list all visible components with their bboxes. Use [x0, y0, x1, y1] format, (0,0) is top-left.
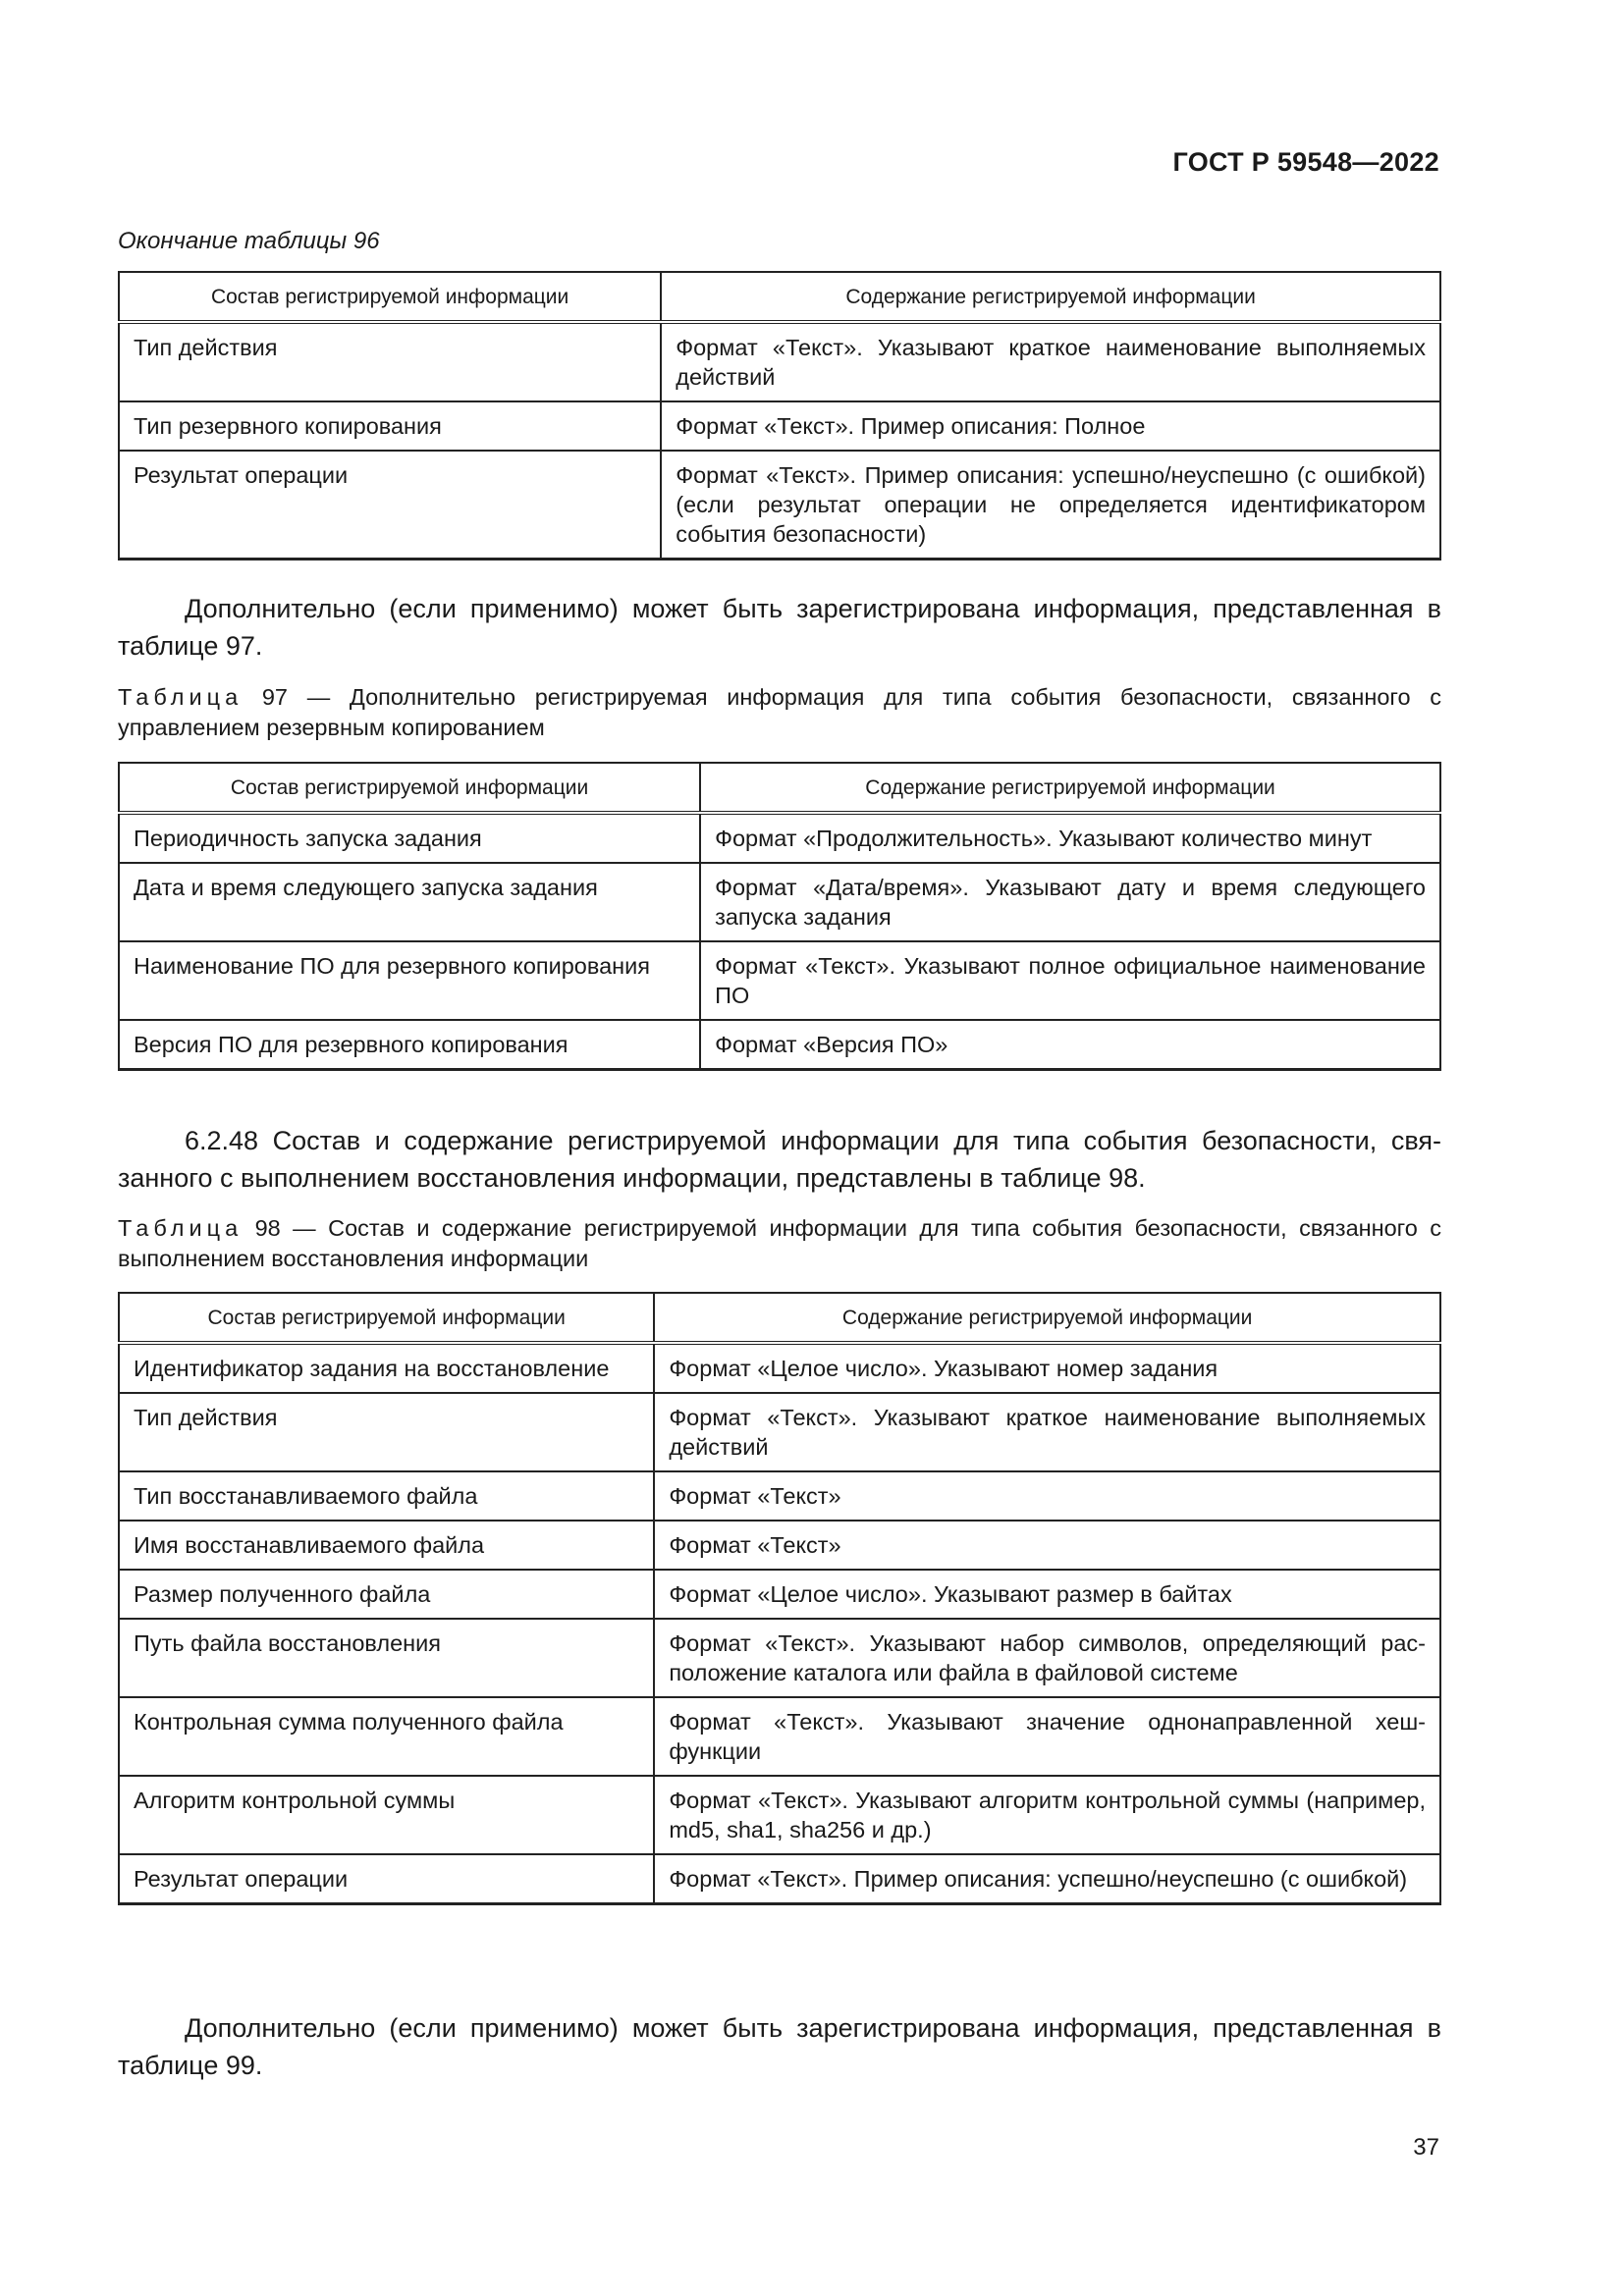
table-cell: Тип резервного копирования	[119, 401, 661, 451]
table-cell: Формат «Текст». Пример описания: успешно/неуспешно (с ошибкой) (если результат операции не определяется идентификатором события безопасности)	[661, 451, 1440, 560]
table-98-caption	[118, 1213, 1441, 1274]
table-cell: Формат «Продолжительность». Указывают количество минут	[700, 813, 1440, 863]
table-row	[119, 1776, 1440, 1854]
paragraph-additional-99: Дополнительно (если применимо) может быть зарегистрирована информация, представленная в таблице 99.	[118, 2013, 1441, 2080]
table-cell: Тип действия	[119, 1393, 654, 1471]
paragraph-additional-97: Дополнительно (если применимо) может быть зарегистрирована информация, представленная в таблице 97.	[118, 594, 1441, 661]
table-row	[119, 941, 1440, 1020]
table-cell: Результат операции	[119, 1854, 654, 1904]
table-cell: Алгоритм контрольной суммы	[119, 1776, 654, 1854]
table-row	[119, 863, 1440, 941]
column-header-content: Содержание регистрируемой информации	[700, 763, 1440, 813]
table-cell: Формат «Текст». Указывают набор символов, определяющий расположение каталога или файла в файловой системе	[654, 1619, 1440, 1697]
table-row	[119, 1854, 1440, 1904]
table-cell: Результат операции	[119, 451, 661, 560]
table-row	[119, 1393, 1440, 1471]
table-cell: Формат «Текст». Пример описания: успешно/неуспешно (с ошибкой)	[654, 1854, 1440, 1904]
table-cell: Идентификатор задания на восстановление	[119, 1343, 654, 1393]
table-96	[118, 271, 1441, 561]
table-row	[119, 1471, 1440, 1521]
table-98	[118, 1292, 1441, 1905]
table-row	[119, 1020, 1440, 1070]
table-cell: Версия ПО для резервного копирования	[119, 1020, 700, 1070]
table-label: Таблица	[118, 1215, 244, 1241]
table-row	[119, 1343, 1440, 1393]
table-cell: Дата и время следующего запуска задания	[119, 863, 700, 941]
table-cell: Формат «Текст». Указывают алгоритм контрольной суммы (например, md5, sha1, sha256 и др.)	[654, 1776, 1440, 1854]
table-97-caption	[118, 682, 1441, 743]
table-96-caption: Окончание таблицы 96	[118, 228, 380, 254]
table-row	[119, 1570, 1440, 1619]
table-header-row	[119, 272, 1440, 322]
table-97	[118, 762, 1441, 1071]
page-number: 37	[1413, 2134, 1439, 2161]
table-row	[119, 1521, 1440, 1570]
column-header-content: Содержание регистрируемой информации	[661, 272, 1440, 322]
table-row	[119, 322, 1440, 401]
table-cell: Контрольная сумма полученного файла	[119, 1697, 654, 1776]
table-row	[119, 813, 1440, 863]
table-header-row	[119, 1293, 1440, 1343]
table-title: 98 — Состав и содержание регистрируемой информации для типа события безопасности, связанного с выполнением восстановления информации	[118, 1215, 1441, 1271]
table-title: 97 — Дополнительно регистрируемая информация для типа события безопасности, связанного с управлением резервным копированием	[118, 684, 1441, 740]
document-code: ГОСТ Р 59548—2022	[1172, 147, 1439, 177]
table-row	[119, 1697, 1440, 1776]
table-cell: Имя восстанавливаемого файла	[119, 1521, 654, 1570]
table-cell: Тип восстанавливаемого файла	[119, 1471, 654, 1521]
table-cell: Формат «Текст»	[654, 1521, 1440, 1570]
table-row	[119, 451, 1440, 560]
table-cell: Периодичность запуска задания	[119, 813, 700, 863]
paragraph-6-2-48: 6.2.48 Состав и содержание регистрируемой информации для типа события безопасности, связанного с выполнением восстановления информации, представлены в таблице 98.	[118, 1126, 1441, 1193]
table-label: Таблица	[118, 684, 244, 710]
table-cell: Наименование ПО для резервного копирования	[119, 941, 700, 1020]
table-cell: Формат «Текст»	[654, 1471, 1440, 1521]
table-header-row	[119, 763, 1440, 813]
table-cell: Формат «Текст». Указывают полное официальное наименование ПО	[700, 941, 1440, 1020]
table-row	[119, 401, 1440, 451]
table-cell: Размер полученного файла	[119, 1570, 654, 1619]
column-header-content: Содержание регистрируемой информации	[654, 1293, 1440, 1343]
table-row	[119, 1619, 1440, 1697]
table-cell: Формат «Текст». Указывают краткое наименование выполняемых действий	[661, 322, 1440, 401]
table-cell: Формат «Текст». Указывают значение однонаправленной хеш-функции	[654, 1697, 1440, 1776]
table-cell: Тип действия	[119, 322, 661, 401]
table-cell: Формат «Текст». Указывают краткое наименование выполняемых действий	[654, 1393, 1440, 1471]
column-header-composition: Состав регистрируемой информации	[119, 763, 700, 813]
table-cell: Путь файла восстановления	[119, 1619, 654, 1697]
table-cell: Формат «Целое число». Указывают размер в байтах	[654, 1570, 1440, 1619]
table-cell: Формат «Целое число». Указывают номер задания	[654, 1343, 1440, 1393]
column-header-composition: Состав регистрируемой информации	[119, 272, 661, 322]
table-cell: Формат «Текст». Пример описания: Полное	[661, 401, 1440, 451]
table-cell: Формат «Дата/время». Указывают дату и время следующего запуска задания	[700, 863, 1440, 941]
table-cell: Формат «Версия ПО»	[700, 1020, 1440, 1070]
column-header-composition: Состав регистрируемой информации	[119, 1293, 654, 1343]
